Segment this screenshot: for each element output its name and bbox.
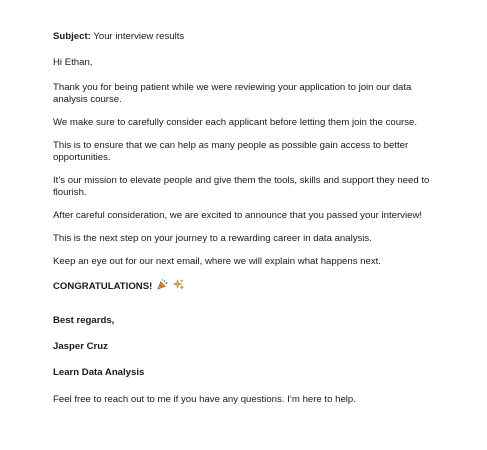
organization-name: Learn Data Analysis — [53, 367, 145, 378]
signoff: Best regards, — [53, 315, 115, 326]
paragraph-announcement: After careful consideration, we are excited to announce that you passed your interview! — [53, 210, 423, 221]
closing-note: Feel free to reach out to me if you have any questions. I’m here to help. — [53, 394, 356, 405]
paragraph-thanks: Thank you for being patient while we were reviewing your application to join our data analysis course. — [53, 82, 412, 105]
greeting: Hi Ethan, — [53, 57, 93, 68]
paragraph-ensure: This is to ensure that we can help as many people as possible gain access to better opportunities. — [53, 140, 409, 163]
subject-label: Subject: — [53, 31, 91, 42]
sender-name: Jasper Cruz — [53, 341, 108, 352]
congratulations-text: CONGRATULATIONS! — [53, 281, 153, 293]
paragraph-next-email: Keep an eye out for our next email, where we will explain what happens next. — [53, 256, 381, 267]
paragraph-consider: We make sure to carefully consider each applicant before letting them join the course. — [53, 117, 418, 128]
email-subject — [53, 31, 433, 43]
paragraph-next-step: This is the next step on your journey to a rewarding career in data analysis. — [53, 233, 372, 244]
congratulations-line — [53, 279, 433, 294]
paragraph-mission: It’s our mission to elevate people and give them the tools, skills and support they need to flourish. — [53, 175, 430, 198]
party-popper-icon — [157, 279, 168, 294]
subject-value: Your interview results — [93, 31, 185, 42]
sparkles-icon — [173, 279, 184, 294]
email-body — [53, 31, 433, 417]
